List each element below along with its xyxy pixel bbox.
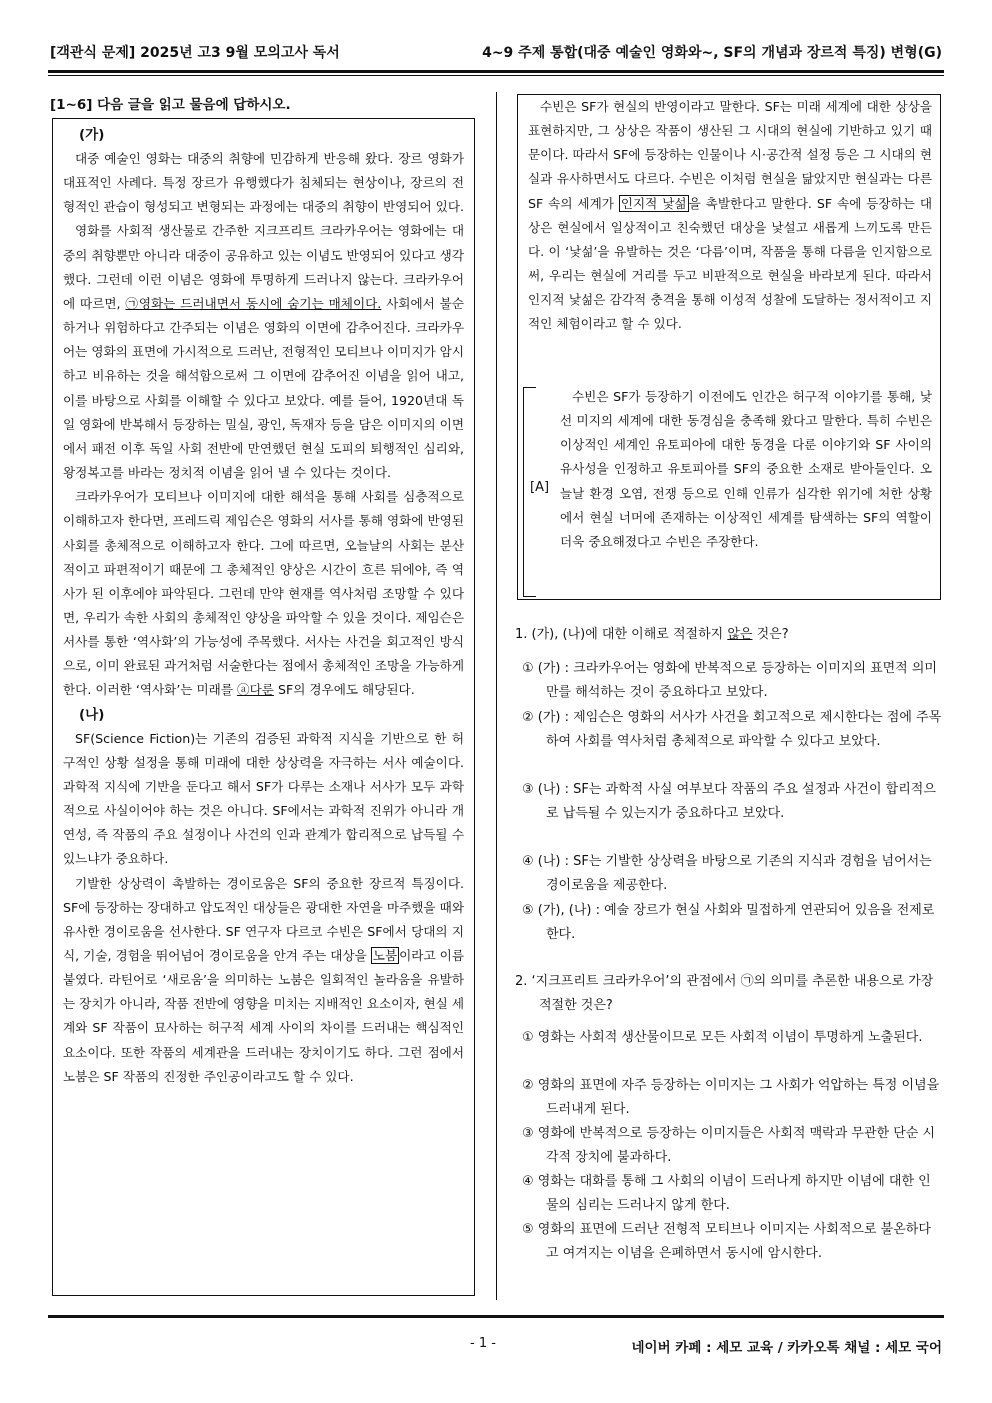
header-right: 4~9 주제 통합(대중 예술인 영화와~, SF의 개념과 장르적 특징) 변형(G): [482, 45, 942, 61]
question-1-stem: [515, 623, 943, 647]
q2-option-5[interactable]: ⑤ 영화의 표면에 드러난 전형적 모티브나 이미지는 사회적으로 불온하다고 여겨지는 이념을 은폐하면서 동시에 암시한다.: [522, 1222, 931, 1261]
top-rule: [48, 70, 944, 73]
q1-stem-emphasis: 않은: [727, 627, 753, 642]
q1-option-4[interactable]: ④ (나) : SF는 기발한 상상력을 바탕으로 기존의 지식과 경험을 넘어서는 경이로움을 제공한다.: [522, 854, 932, 893]
passage-ga-p3-a: 크라카우어가 모티브나 이미지에 대한 해석을 통해 사회를 심층적으로 이해하고자 한다면, 프레드릭 제임슨은 영화의 서사를 통해 영화에 반영된 사회를 총체적으로 이해하고자 한다. 그에 따르면, 오늘날의 사회는 분산적이고 파편적이기 때문에 그 총체적인 양상은 시간이 흐른 뒤에야, 즉 역사가 된 이후에야 파악된다. 그런데 만약 현재를 역사처럼 조망할 수 있다면, 우리가 속한 사회의 총체적인 양상을 파악할 수 있을 것이다. 제임슨은 서사를 통한 ‘역사화’의 가능성에 주목했다. 서사는 사건을 회고적인 방식으로, 이미 완료된 과거처럼 서술한다는 점에서 총체적인 조망을 가능하게 한다. 이러한 ‘역사화’는 미래를: [63, 489, 464, 698]
passage-na-p3: [528, 95, 932, 337]
passage-ga-p2: [63, 219, 464, 485]
underline-a: ⓐ다룬: [237, 682, 274, 698]
column-divider: [496, 92, 497, 1300]
q1-stem-a: 1. (가), (나)에 대한 이해로 적절하지: [515, 627, 728, 642]
passage-left-box: [52, 118, 475, 1296]
bracket-a-text-wrap: [560, 385, 932, 554]
passage-na-p2-a: 기발한 상상력이 촉발하는 경이로움은 SF의 중요한 장르적 특징이다. SF에 등장하는 장대하고 압도적인 대상들은 광대한 자연을 마주했을 때와 유사한 경이로움을 선사한다. SF 연구자 다르코 수빈은 SF에서 당대의 지식, 기술, 경험을 뛰어넘어 경이로움을 안겨 주는 대상을: [63, 875, 464, 963]
top-rule-thin: [48, 75, 944, 76]
passage-ga-p3: [63, 485, 464, 702]
underline-giyeok: ㉠영화는 드러내면서 동시에 숨기는 매체이다.: [125, 295, 382, 311]
passage-na-p2: [63, 872, 464, 1089]
boxed-term-nobum: 노붐: [372, 948, 398, 963]
q1-option-1[interactable]: ① (가) : 크라카우어는 영화에 반복적으로 등장하는 이미지의 표면적 의미만를 해석하는 것이 중요하다고 보았다.: [522, 661, 937, 700]
passage-ga-p3-b: SF의 경우에도 해당된다.: [273, 682, 415, 698]
passage-na-p1: SF(Science Fiction)는 기존의 검증된 과학적 지식을 기반으로 한 허구적인 상황 설정을 통해 미래에 대한 상상력을 자극하는 서사 예술이다. 과학적 지식에 기반을 둔다고 해서 SF가 다루는 소재나 서사가 모두 과학적으로 사실이어야 하는 것은 아니다. SF에서는 과학적 진위가 아니라 개연성, 즉 작품의 주요 설정이나 사건의 인과 관계가 합리적으로 납득될 수 있느냐가 중요하다.: [63, 730, 464, 867]
q2-option-2[interactable]: ② 영화의 표면에 자주 등장하는 이미지는 그 사회가 억압하는 특정 이념을 드러내게 된다.: [522, 1078, 940, 1117]
page-number: - 1 -: [470, 1336, 496, 1351]
passage-na-label: (나): [79, 706, 105, 723]
header-left: [객관식 문제] 2025년 고3 9월 모의고사 독서: [50, 45, 340, 61]
footer-contact: 네이버 카페 : 세모 교육 / 카카오톡 채널 : 세모 국어: [631, 1340, 942, 1356]
passage-ga-p1: 대중 예술인 영화는 대중의 취향에 민감하게 반응해 왔다. 장르 영화가 대표적인 사례다. 특정 장르가 유행했다가 침체되는 현상이나, 장르의 전형적인 관습이 형성되고 변형되는 과정에는 대중의 취향이 반영되어 있다.: [63, 151, 464, 215]
bracket-a-label: [A]: [530, 480, 550, 495]
passage-ga-p2-b: 사회에서 불순하거나 위험하다고 간주되는 이념은 영화의 이면에 감추어진다. 크라카우어는 영화의 표면에 가시적으로 드러난, 전형적인 모티브나 이미지가 암시하고 비유하는 것을 해석함으로써 그 이면에 감추어진 이념을 읽어 내고, 이를 바탕으로 사회를 이해할 수 있다고 보았다. 예를 들어, 1920년대 독일 영화에 반복해서 등장하는 밀실, 광인, 독재자 등을 담은 이미지의 이면에서 패전 이후 독일 사회 전반에 만연했던 현실 도피의 퇴행적인 심리와, 왕정복고를 바라는 정치적 이념을 읽어 낼 수 있다는 것이다.: [63, 295, 464, 481]
q1-option-2[interactable]: ② (가) : 제임슨은 영화의 서사가 사건을 회고적으로 제시한다는 점에 주목하여 사회를 역사처럼 총체적으로 파악할 수 있다고 보았다.: [522, 710, 942, 749]
passage-ga-p2-a: 영화를 사회적 생산물로 간주한 지크프리트 크라카우어는 영화에는 대중의 취향뿐만 아니라 대중이 공유하고 있는 이념도 반영되어 있다고 생각했다. 그런데 이런 이념은 영화에 투명하게 드러나지 않는다. 크라카우어에 따르면,: [63, 223, 464, 311]
q1-option-3[interactable]: ③ (나) : SF는 과학적 사실 여부보다 작품의 주요 설정과 사건이 합리적으로 납득될 수 있는지가 중요하다고 보았다.: [522, 782, 936, 821]
bracket-a-text: 수빈은 SF가 등장하기 이전에도 인간은 허구적 이야기를 통해, 낯선 미지의 세계에 대한 동경심을 충족해 왔다고 말한다. 특히 수빈은 이상적인 세계인 유토피아에 대한 동경을 다룬 이야기와 SF 사이의 유사성을 인정하고 유토피아를 SF의 중요한 소재로 받아들인다. 오늘날 환경 오염, 전쟁 등으로 인해 인류가 심각한 위기에 처한 상황에서 현실 너머에 존재하는 이상적인 세계를 탐색하는 SF의 역할이 더욱 중요해졌다고 수빈은 주장한다.: [560, 389, 932, 549]
q1-option-5[interactable]: ⑤ (가), (나) : 예술 장르가 현실 사회와 밀접하게 연관되어 있음을 전제로 한다.: [522, 903, 935, 942]
instruction: [1~6] 다음 글을 읽고 물음에 답하시오.: [50, 97, 291, 113]
question-2-stem: 2. ‘지크프리트 크라카우어’의 관점에서 ㉠의 의미를 추론한 내용으로 가장 적절한 것은?: [515, 974, 934, 1013]
q2-option-1[interactable]: ① 영화는 사회적 생산물이므로 모든 사회적 이념이 투명하게 노출된다.: [522, 1030, 923, 1045]
passage-na-p3-a: 수빈은 SF가 현실의 반영이라고 말한다. SF는 미래 세계에 대한 상상을 표현하지만, 그 상상은 작품이 생산된 그 시대의 현실에 기반하고 있기 때문이다. 따라서 SF에 등장하는 인물이나 시·공간적 설정 등은 그 시대의 현실과 유사하면서도 다르다. 수빈은 이처럼 현실을 닮았지만 현실과는 다른 SF 속의 세계가: [528, 99, 932, 211]
passage-na-p2-b: 이라고 이름 붙였다. 라틴어로 ‘새로움’을 의미하는 노붐은 일회적인 놀라움을 유발하는 장치가 아니라, 작품 전반에 영향을 미치는 지배적인 요소이자, 현실 세계와 SF 작품이 묘사하는 허구적 세계 사이의 차이를 드러내는 핵심적인 요소이다. 또한 작품의 세계관을 드러내는 장치이기도 하다. 그런 점에서 노붐은 SF 작품의 진정한 주인공이라고도 할 수 있다.: [63, 948, 464, 1084]
passage-na-p3-b: 을 촉발한다고 말한다. SF 속에 등장하는 대상은 현실에서 일상적이고 친숙했던 대상을 낯설고 새롭게 느끼도록 만든다. 이 ‘낯섦’을 유발하는 것은 ‘다름’이며, 작품을 통해 다름을 인지함으로써, 우리는 현실에 거리를 두고 비판적으로 현실을 바라보게 된다. 따라서 인지적 낯섦은 감각적 충격을 통해 이성적 성찰에 도달하는 정서적이고 지적인 체험이라고 할 수 있다.: [528, 195, 932, 332]
q2-option-4[interactable]: ④ 영화는 대화를 통해 그 사회의 이념이 드러나게 하지만 이념에 대한 인물의 심리는 드러나지 않게 한다.: [522, 1174, 931, 1213]
q2-option-3[interactable]: ③ 영화에 반복적으로 등장하는 이미지들은 사회적 맥락과 무관한 단순 시각적 장치에 불과하다.: [522, 1126, 936, 1165]
bottom-rule: [48, 1315, 944, 1318]
passage-ga-label: (가): [79, 127, 105, 143]
boxed-term-cognitive-estrangement: 인지적 낯섦: [620, 195, 687, 211]
q1-stem-b: 것은?: [752, 627, 789, 642]
